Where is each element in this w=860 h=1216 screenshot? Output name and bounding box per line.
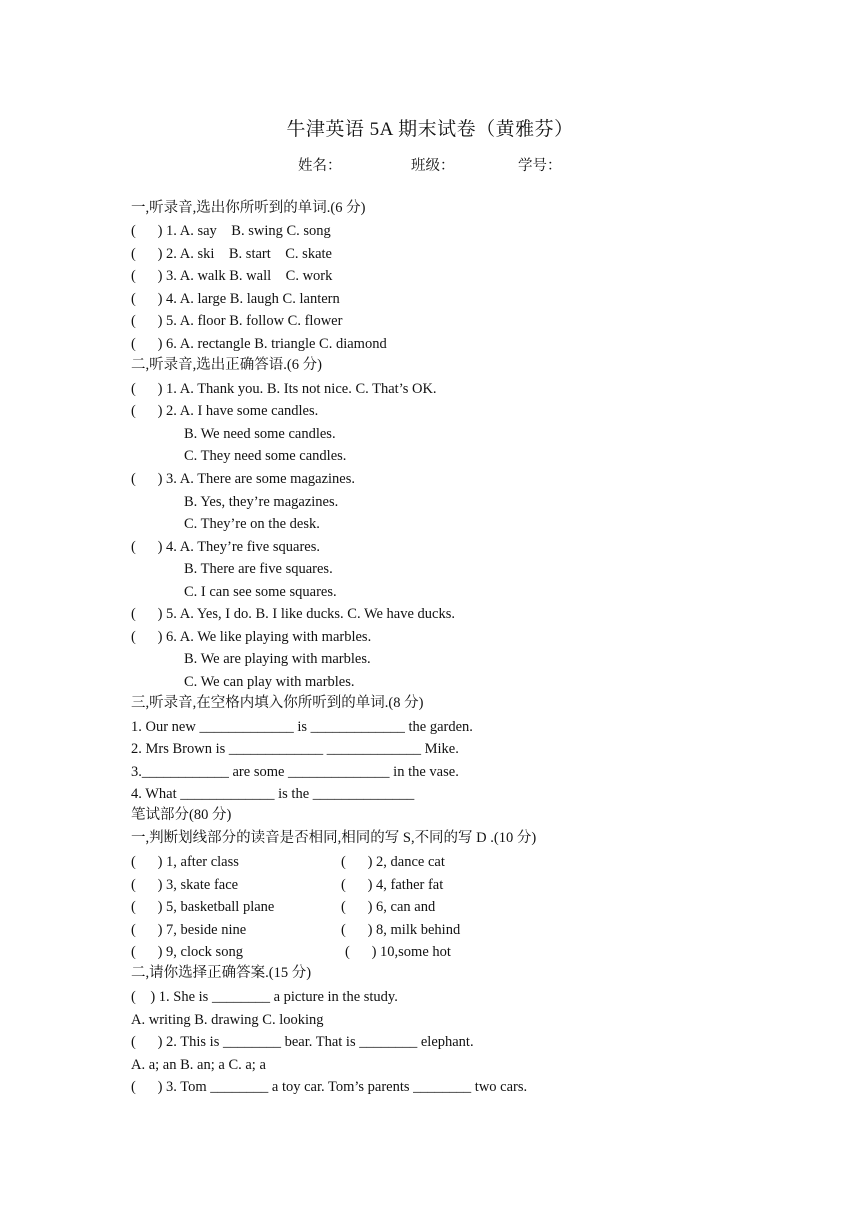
class-label: 班级： [411,158,455,174]
question-line: ( ) 3. Tom ________ a toy car. Tom’s parents ________ two cars. [131,1079,528,1095]
option-line: C. I can see some squares. [184,584,337,600]
question-line: ( ) 1. A. Thank you. B. Its not nice. C. That’s OK. [131,381,437,397]
question-line: ( ) 3, skate face [131,877,239,893]
question-line: ( ) 6, can and [341,899,436,915]
question-line: ( ) 5. A. Yes, I do. B. I like ducks. C. We have ducks. [131,606,455,622]
written-part-heading: 笔试部分(80 分) [131,807,232,823]
name-label: 姓名： [298,158,342,174]
question-line: ( ) 3. A. walk B. wall C. work [131,268,333,284]
option-line: B. We need some candles. [184,426,336,442]
question-line: 4. What _____________ is the ______________ [131,786,415,802]
question-line: 2. Mrs Brown is _____________ _____________ Mike. [131,741,459,757]
question-line: ( ) 4. A. They’re five squares. [131,539,320,555]
question-line: ( ) 4. A. large B. laugh C. lantern [131,291,340,307]
section-heading-multiple-choice: 二,请你选择正确答案.(15 分) [131,965,312,981]
section-heading-listening-words: 一,听录音,选出你所听到的单词.(6 分) [131,200,366,216]
option-line: C. They need some candles. [184,448,347,464]
question-line: ( ) 5, basketball plane [131,899,275,915]
option-line: C. They’re on the desk. [184,516,320,532]
option-line: C. We can play with marbles. [184,674,355,690]
question-line: ( ) 3. A. There are some magazines. [131,471,355,487]
question-line: ( ) 6. A. We like playing with marbles. [131,629,372,645]
question-line: ( ) 2. This is ________ bear. That is ________ elephant. [131,1034,474,1050]
question-line: ( ) 1, after class [131,854,239,870]
question-line: ( ) 1. She is ________ a picture in the study. [131,989,398,1005]
question-line: ( ) 10,some hot [345,944,451,960]
question-line: ( ) 2, dance cat [341,854,445,870]
question-line: ( ) 4, father fat [341,877,444,893]
section-heading-fill-in: 三,听录音,在空格内填入你所听到的单词.(8 分) [131,695,424,711]
question-line: ( ) 8, milk behind [341,922,461,938]
question-line: ( ) 7, beside nine [131,922,247,938]
question-line: ( ) 9, clock song [131,944,243,960]
section-heading-listening-answers: 二,听录音,选出正确答语.(6 分) [131,357,322,373]
question-line: ( ) 2. A. ski B. start C. skate [131,246,332,262]
question-line: 1. Our new _____________ is _____________ the garden. [131,719,473,735]
page-title: 牛津英语 5A 期末试卷（黄雅芬） [286,119,574,140]
student-number-label: 学号： [518,158,562,174]
question-line: ( ) 6. A. rectangle B. triangle C. diamond [131,336,387,352]
option-line: A. a; an B. an; a C. a; a [131,1057,266,1073]
option-line: A. writing B. drawing C. looking [131,1012,324,1028]
option-line: B. We are playing with marbles. [184,651,371,667]
question-line: 3.____________ are some ______________ in the vase. [131,764,459,780]
question-line: ( ) 5. A. floor B. follow C. flower [131,313,343,329]
question-line: ( ) 1. A. say B. swing C. song [131,223,331,239]
option-line: B. There are five squares. [184,561,333,577]
option-line: B. Yes, they’re magazines. [184,494,339,510]
section-heading-pronunciation: 一,判断划线部分的读音是否相同,相同的写 S,不同的写 D .(10 分) [131,830,537,846]
question-line: ( ) 2. A. I have some candles. [131,403,319,419]
